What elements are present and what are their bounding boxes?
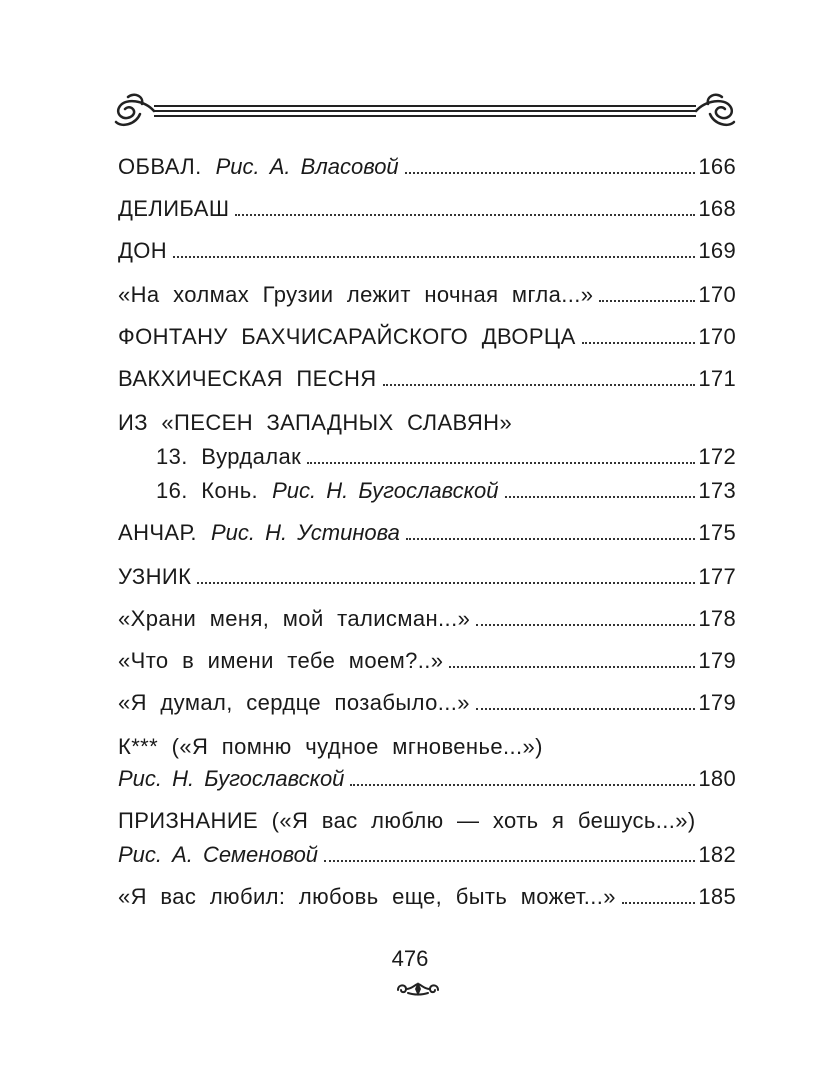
entry-illustrator: Рис. Н. Бугославской xyxy=(118,766,345,791)
entry-page-number: 179 xyxy=(698,690,736,715)
toc-entry-uznik[interactable] xyxy=(118,562,736,596)
toc-entry-don[interactable] xyxy=(118,236,736,270)
entry-page-number: 170 xyxy=(698,282,736,307)
dot-leader xyxy=(405,172,696,174)
entry-title: К*** («Я помню чудное мгновенье...») xyxy=(118,734,543,759)
entry-title: «Что в имени тебе моем?..» xyxy=(118,648,444,673)
entry-page-number: 170 xyxy=(698,324,736,349)
entry-title: ВАКХИЧЕСКАЯ ПЕСНЯ xyxy=(118,366,377,391)
entry-title: ФОНТАНУ БАХЧИСАРАЙСКОГО ДВОРЦА xyxy=(118,324,576,349)
toc-entry-k-illustration[interactable] xyxy=(118,764,736,798)
toc-entry-ya-dumal[interactable] xyxy=(118,688,736,722)
toc-entry-na-kholmakh-gruzii[interactable] xyxy=(118,280,736,314)
dot-leader xyxy=(449,666,695,668)
toc-entry-obval[interactable] xyxy=(118,152,736,186)
entry-page-number: 168 xyxy=(698,196,736,221)
entry-page-number: 175 xyxy=(698,520,736,545)
toc-entry-khrani-menya[interactable] xyxy=(118,604,736,638)
entry-title: ПРИЗНАНИЕ («Я вас люблю — хоть я бешусь...») xyxy=(118,808,696,833)
entry-page-number: 179 xyxy=(698,648,736,673)
toc-entry-chto-v-imeni[interactable] xyxy=(118,646,736,680)
entry-page-number: 169 xyxy=(698,238,736,263)
dot-leader xyxy=(476,708,696,710)
dot-leader xyxy=(350,784,695,786)
entry-page-number: 180 xyxy=(698,766,736,791)
entry-page-number: 172 xyxy=(698,444,736,469)
entry-title: «Я вас любил: любовь еще, быть может...» xyxy=(118,884,616,909)
dot-leader xyxy=(582,342,696,344)
toc-entry-fontanu[interactable] xyxy=(118,322,736,356)
entry-illustrator: Рис. А. Власовой xyxy=(215,154,399,179)
dot-leader xyxy=(505,496,696,498)
toc-entry-k-title xyxy=(118,732,736,766)
toc-entry-priznanie-title xyxy=(118,806,736,840)
entry-title: АНЧАР. xyxy=(118,520,197,545)
toc-entry-anchar[interactable] xyxy=(118,518,736,552)
dot-leader xyxy=(622,902,695,904)
entry-page-number: 171 xyxy=(698,366,736,391)
entry-title: «На холмах Грузии лежит ночная мгла...» xyxy=(118,282,594,307)
entry-illustrator: Рис. А. Семеновой xyxy=(118,842,319,867)
dot-leader xyxy=(599,300,695,302)
entry-title: ДОН xyxy=(118,238,168,263)
footer-ornament-icon xyxy=(394,980,442,998)
dot-leader xyxy=(383,384,696,386)
entry-title: 13. Вурдалак xyxy=(156,444,302,469)
entry-illustrator: Рис. Н. Бугославской xyxy=(272,478,499,503)
entry-title: «Храни меня, мой талисман...» xyxy=(118,606,471,631)
dot-leader xyxy=(307,462,695,464)
dot-leader xyxy=(173,256,695,258)
entry-page-number: 166 xyxy=(698,154,736,179)
dot-leader xyxy=(406,538,695,540)
header-ornament-icon xyxy=(110,92,740,132)
entry-page-number: 182 xyxy=(698,842,736,867)
section-title: ИЗ «ПЕСЕН ЗАПАДНЫХ СЛАВЯН» xyxy=(118,410,513,435)
entry-title: 16. Конь. xyxy=(156,478,259,503)
entry-illustrator: Рис. Н. Устинова xyxy=(210,520,400,545)
page-number: 476 xyxy=(391,946,429,971)
dot-leader xyxy=(197,582,695,584)
toc-entry-priznanie-illustration[interactable] xyxy=(118,840,736,874)
entry-title: УЗНИК xyxy=(118,564,192,589)
dot-leader xyxy=(324,860,695,862)
entry-title: «Я думал, сердце позабыло...» xyxy=(118,690,470,715)
toc-entry-delibash[interactable] xyxy=(118,194,736,228)
toc-entry-kon[interactable] xyxy=(156,476,736,510)
toc-section-pesni-zapadnykh-slavyan xyxy=(118,408,736,442)
entry-title: ОБВАЛ. xyxy=(118,154,202,179)
toc-entry-vakkhicheskaya-pesnya[interactable] xyxy=(118,364,736,398)
entry-title: ДЕЛИБАШ xyxy=(118,196,230,221)
toc-entry-ya-vas-lyubil[interactable] xyxy=(118,882,736,916)
dot-leader xyxy=(476,624,695,626)
toc-entry-vurdalak[interactable] xyxy=(156,442,736,476)
entry-page-number: 173 xyxy=(698,478,736,503)
entry-page-number: 185 xyxy=(698,884,736,909)
dot-leader xyxy=(235,214,695,216)
entry-page-number: 178 xyxy=(698,606,736,631)
entry-page-number: 177 xyxy=(698,564,736,589)
